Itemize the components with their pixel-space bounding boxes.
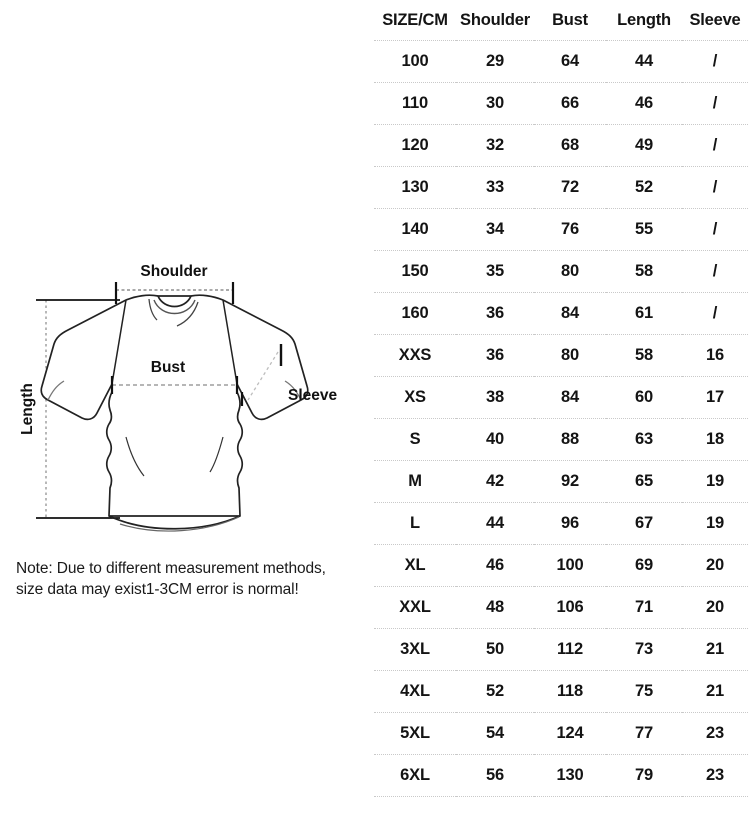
measure-cell: 67 — [606, 503, 682, 545]
measure-cell: 49 — [606, 125, 682, 167]
measure-cell: 46 — [456, 545, 534, 587]
table-row — [374, 251, 748, 293]
measure-cell: 21 — [682, 671, 748, 713]
shoulder-label: Shoulder — [140, 263, 208, 280]
size-cell: 100 — [374, 41, 456, 83]
measure-cell: 96 — [534, 503, 606, 545]
measure-cell: 32 — [456, 125, 534, 167]
measure-cell: 75 — [606, 671, 682, 713]
size-cell: 6XL — [374, 755, 456, 797]
measure-cell: 44 — [456, 503, 534, 545]
table-row — [374, 755, 748, 797]
measure-cell: 79 — [606, 755, 682, 797]
measure-cell: 69 — [606, 545, 682, 587]
table-row — [374, 713, 748, 755]
header-row — [374, 0, 748, 41]
measure-cell: 40 — [456, 419, 534, 461]
measure-cell: / — [682, 41, 748, 83]
measure-cell: 84 — [534, 293, 606, 335]
measure-cell: 17 — [682, 377, 748, 419]
measure-cell: 23 — [682, 713, 748, 755]
sleeve-label: Sleeve — [288, 387, 338, 404]
size-table-panel — [372, 0, 750, 827]
table-row — [374, 41, 748, 83]
size-cell: 5XL — [374, 713, 456, 755]
measure-cell: 29 — [456, 41, 534, 83]
table-row — [374, 461, 748, 503]
measure-cell: 68 — [534, 125, 606, 167]
measure-cell: 64 — [534, 41, 606, 83]
size-cell: XXL — [374, 587, 456, 629]
shirt-body-outline — [41, 295, 308, 516]
measure-cell: 36 — [456, 293, 534, 335]
measure-cell: 66 — [534, 83, 606, 125]
measurement-note — [16, 558, 356, 600]
measure-cell: 72 — [534, 167, 606, 209]
measure-cell: 124 — [534, 713, 606, 755]
t-shirt-measurement-diagram — [8, 252, 360, 542]
size-chart-table — [374, 0, 748, 797]
size-cell: 140 — [374, 209, 456, 251]
size-cell: 160 — [374, 293, 456, 335]
table-row — [374, 671, 748, 713]
measure-cell: 20 — [682, 587, 748, 629]
measure-cell: 52 — [456, 671, 534, 713]
column-header-shoulder: Shoulder — [456, 0, 534, 41]
measure-cell: 84 — [534, 377, 606, 419]
length-label: Length — [19, 383, 36, 435]
table-row — [374, 167, 748, 209]
measure-cell: 80 — [534, 335, 606, 377]
measure-cell: 46 — [606, 83, 682, 125]
measure-cell: 58 — [606, 251, 682, 293]
column-header-length: Length — [606, 0, 682, 41]
size-cell: 150 — [374, 251, 456, 293]
table-row — [374, 293, 748, 335]
bust-label: Bust — [150, 359, 186, 376]
size-cell: 110 — [374, 83, 456, 125]
measure-cell: 30 — [456, 83, 534, 125]
measure-cell: 52 — [606, 167, 682, 209]
measure-cell: / — [682, 251, 748, 293]
table-row — [374, 419, 748, 461]
measure-cell: 21 — [682, 629, 748, 671]
size-table-body — [374, 41, 748, 797]
measure-cell: 112 — [534, 629, 606, 671]
measure-cell: 80 — [534, 251, 606, 293]
note-line-1: Note: Due to different measurement methods, — [16, 560, 326, 577]
measure-cell: 19 — [682, 461, 748, 503]
size-table-header — [374, 0, 748, 41]
measure-cell: 20 — [682, 545, 748, 587]
measure-cell: 100 — [534, 545, 606, 587]
measure-cell: 56 — [456, 755, 534, 797]
measure-cell: 106 — [534, 587, 606, 629]
note-line-2: size data may exist1-3CM error is normal! — [16, 581, 299, 598]
measure-cell: 50 — [456, 629, 534, 671]
measure-cell: / — [682, 209, 748, 251]
measure-cell: 54 — [456, 713, 534, 755]
table-row — [374, 335, 748, 377]
size-cell: 3XL — [374, 629, 456, 671]
size-cell: XS — [374, 377, 456, 419]
size-cell: 120 — [374, 125, 456, 167]
measure-cell: 118 — [534, 671, 606, 713]
column-header-sleeve: Sleeve — [682, 0, 748, 41]
measure-cell: 92 — [534, 461, 606, 503]
measure-cell: 76 — [534, 209, 606, 251]
measure-cell: 18 — [682, 419, 748, 461]
column-header-bust: Bust — [534, 0, 606, 41]
size-cell: XL — [374, 545, 456, 587]
measure-cell: 33 — [456, 167, 534, 209]
measure-cell: / — [682, 83, 748, 125]
size-cell: L — [374, 503, 456, 545]
measure-cell: 42 — [456, 461, 534, 503]
measure-cell: 36 — [456, 335, 534, 377]
measure-cell: 88 — [534, 419, 606, 461]
measure-cell: 35 — [456, 251, 534, 293]
table-row — [374, 503, 748, 545]
diagram-panel — [0, 0, 368, 827]
table-row — [374, 377, 748, 419]
measure-cell: 23 — [682, 755, 748, 797]
measure-cell: 44 — [606, 41, 682, 83]
table-row — [374, 83, 748, 125]
size-cell: M — [374, 461, 456, 503]
measure-cell: 130 — [534, 755, 606, 797]
measure-cell: 61 — [606, 293, 682, 335]
table-row — [374, 125, 748, 167]
size-cell: S — [374, 419, 456, 461]
size-cell: 130 — [374, 167, 456, 209]
measure-cell: 63 — [606, 419, 682, 461]
size-cell: 4XL — [374, 671, 456, 713]
size-cell: XXS — [374, 335, 456, 377]
table-row — [374, 209, 748, 251]
measure-cell: 48 — [456, 587, 534, 629]
measure-cell: 65 — [606, 461, 682, 503]
measure-cell: 38 — [456, 377, 534, 419]
table-row — [374, 545, 748, 587]
t-shirt-illustration — [8, 252, 360, 542]
table-row — [374, 629, 748, 671]
measure-cell: 71 — [606, 587, 682, 629]
measure-cell: 58 — [606, 335, 682, 377]
measure-cell: 19 — [682, 503, 748, 545]
measure-cell: / — [682, 293, 748, 335]
measure-cell: / — [682, 125, 748, 167]
measure-cell: 77 — [606, 713, 682, 755]
table-row — [374, 587, 748, 629]
column-header-size: SIZE/CM — [374, 0, 456, 41]
measure-cell: 60 — [606, 377, 682, 419]
measure-cell: 34 — [456, 209, 534, 251]
measure-cell: 16 — [682, 335, 748, 377]
measure-cell: 73 — [606, 629, 682, 671]
measure-cell: / — [682, 167, 748, 209]
measure-cell: 55 — [606, 209, 682, 251]
